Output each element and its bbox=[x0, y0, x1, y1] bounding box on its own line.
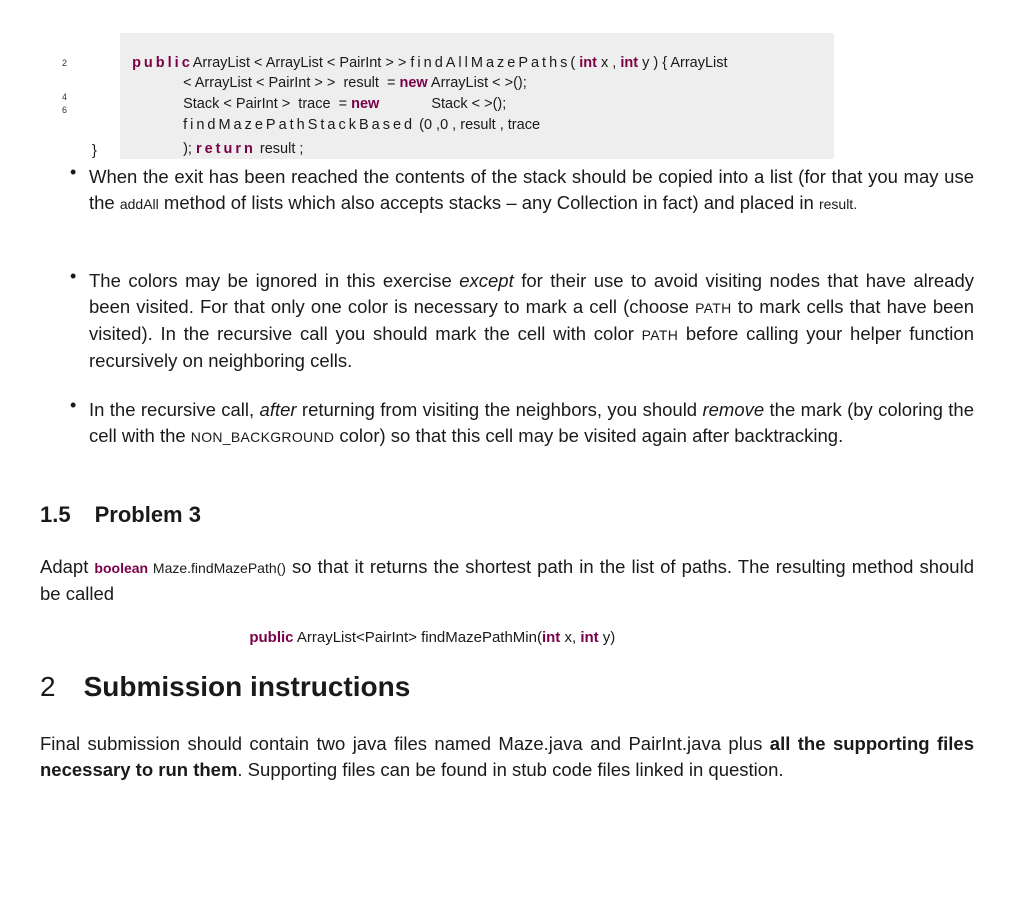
bullet-1: When the exit has been reached the contents of the stack should be copied into a list (for that you may use the addAll method of lists which also accepts stacks – any Collection in fact) and placed in result. bbox=[89, 166, 974, 213]
code-close-brace: } bbox=[92, 143, 97, 159]
bullet-marker: • bbox=[70, 162, 77, 182]
code-line-1: publicArrayList < ArrayList < PairInt > > findAllMazePaths( int x , int y ) { ArrayList bbox=[132, 55, 728, 71]
code-line-3: Stack < PairInt > trace = new Stack < >(); bbox=[183, 96, 507, 112]
bullet-3: In the recursive call, after returning from visiting the neighbors, you should remove the mark (by coloring the cell with the NON_BACKGROUND color) so that this cell may be visited again after backtracking. bbox=[89, 399, 975, 446]
line-number: 6 bbox=[62, 105, 68, 115]
bullet-marker: • bbox=[70, 266, 77, 286]
section-heading-2: 2 Submission instructions bbox=[40, 671, 411, 702]
line-number: 4 bbox=[62, 92, 68, 102]
code-line-5: ); return result ; bbox=[183, 141, 304, 157]
bullet-2: The colors may be ignored in this exercise except for their use to avoid visiting nodes that have already been visited. For that only one color is necessary to mark a cell (choose PATH to mark cells that have been visited). In the recursive call you should mark the cell with color PATH before calling your helper function recursively on neighboring cells. bbox=[89, 270, 974, 371]
submission-text: Final submission should contain two java files named Maze.java and PairInt.java plus all the supporting files necessary to run them. Supporting files can be found in stub code files linked in question. bbox=[40, 733, 974, 780]
bullet-marker: • bbox=[70, 395, 77, 415]
problem3-text: Adapt boolean Maze.findMazePath() so that it returns the shortest path in the list of paths. The resulting method should be called bbox=[40, 556, 974, 604]
method-signature: public ArrayList<PairInt> findMazePathMin(int x, int y) bbox=[249, 629, 616, 646]
code-line-4: findMazePathStackBased (0 ,0 , result , trace bbox=[183, 117, 541, 133]
code-line-2: < ArrayList < PairInt > > result = new ArrayList < >(); bbox=[183, 75, 527, 91]
line-number: 2 bbox=[62, 58, 68, 68]
section-heading-1-5: 1.5 Problem 3 bbox=[40, 502, 201, 527]
